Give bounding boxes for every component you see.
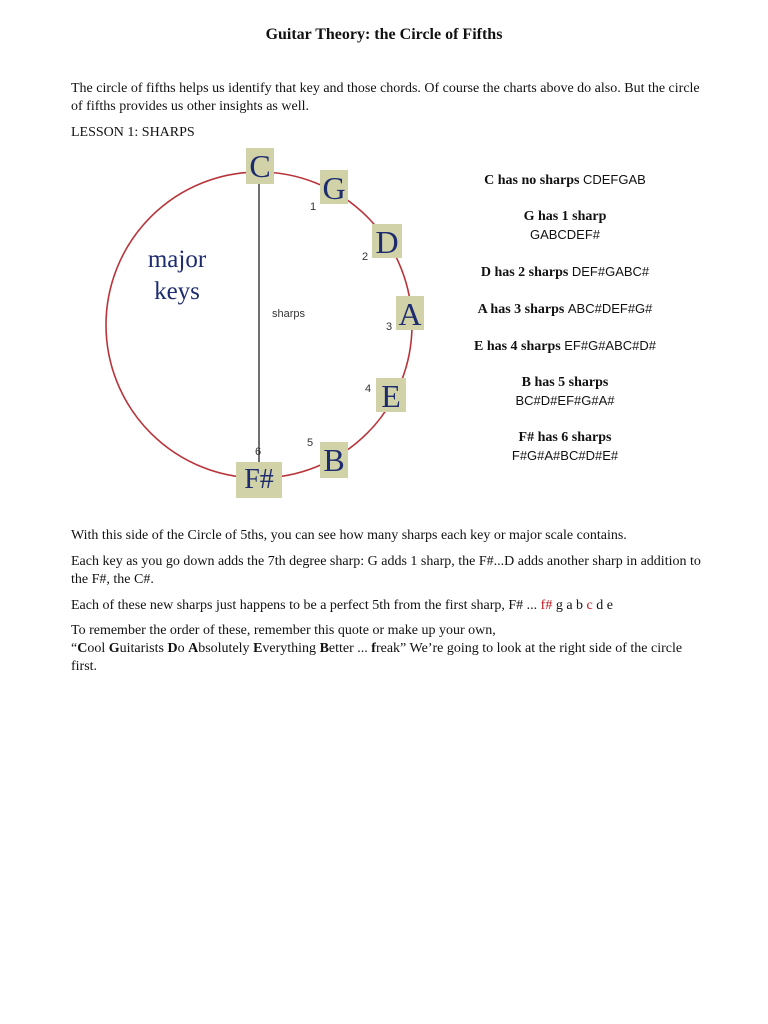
key-item-label: E has 4 sharps	[473, 339, 561, 354]
key-box-e: E	[376, 378, 406, 412]
quote-rest: bsolutely	[198, 641, 254, 656]
key-item-notes: DEF#GABC#	[571, 264, 650, 279]
sharp-count-6: 6	[255, 446, 262, 458]
quote-initial: B	[319, 641, 329, 656]
p4-intro: To remember the order of these, remember this quote or make up your own,	[71, 623, 496, 638]
key-sharps-list	[455, 171, 675, 484]
sharp-count-1: 1	[310, 201, 317, 213]
quote-open: “	[71, 641, 78, 656]
key-box-d: D	[372, 224, 402, 258]
sharp-count-2: 2	[362, 251, 369, 263]
sharps-label: sharps	[272, 308, 306, 320]
key-item-notes: GABCDEF#	[529, 227, 601, 242]
quote-initial: G	[108, 641, 120, 656]
key-box-a: A	[396, 296, 424, 330]
key-item-b	[455, 374, 675, 411]
key-item-d	[455, 263, 675, 282]
circle-of-fifths-diagram	[100, 140, 440, 510]
p3-suffix: d e	[592, 598, 613, 613]
quote-rest: verything	[262, 641, 320, 656]
key-item-label: A has 3 sharps	[477, 302, 565, 317]
quote-initial: E	[253, 641, 263, 656]
page-title: Guitar Theory: the Circle of Fifths	[265, 26, 503, 43]
keys-label: keys	[154, 278, 200, 305]
key-item-a	[455, 300, 675, 319]
key-item-notes: ABC#DEF#G#	[567, 301, 653, 316]
mnemonic-quote	[77, 641, 400, 656]
key-item-notes: F#G#A#BC#D#E#	[511, 448, 619, 463]
key-box-c: C	[246, 148, 274, 184]
sharp-count-5: 5	[307, 437, 314, 449]
p3-highlight-f-sharp: f#	[540, 598, 553, 613]
p3-prefix: Each of these new sharps just happens to be a perfect 5th from the first sharp, F# ...	[71, 598, 541, 613]
quote-initial: D	[167, 641, 178, 656]
body-paragraph-3	[71, 597, 701, 615]
key-item-label: D has 2 sharps	[480, 265, 569, 280]
quote-rest: reak	[375, 641, 401, 656]
sharp-count-3: 3	[386, 321, 393, 333]
key-box-g: G	[320, 170, 348, 204]
major-label: major	[147, 246, 207, 273]
key-item-notes: CDEFGAB	[582, 172, 646, 187]
key-item-label: G has 1 sharp	[523, 209, 607, 224]
quote-rest: etter ...	[328, 641, 372, 656]
quote-rest: o	[177, 641, 189, 656]
quote-rest: ool	[87, 641, 109, 656]
quote-initial: A	[188, 641, 199, 656]
key-item-notes: EF#G#ABC#D#	[564, 338, 657, 353]
quote-initial: f	[371, 641, 376, 656]
quote-tail: ” We’re going to look at the right side of the circle first.	[71, 641, 683, 674]
key-item-c	[455, 171, 675, 190]
key-item-label: C has no sharps	[484, 173, 580, 188]
key-item-f-sharp	[455, 429, 675, 466]
major-keys-label	[132, 244, 222, 308]
p3-highlight-c: c	[586, 598, 593, 613]
key-item-g	[455, 208, 675, 245]
key-item-label: F# has 6 sharps	[518, 430, 612, 445]
body-paragraph-1: With this side of the Circle of 5ths, you can see how many sharps each key or major scale contains.	[71, 528, 627, 543]
p3-middle: g a b	[552, 598, 587, 613]
body-paragraph-2: Each key as you go down adds the 7th degree sharp: G adds 1 sharp, the F#...D adds another sharp in addition to the F#, the C#.	[71, 554, 701, 587]
key-item-label: B has 5 sharps	[521, 375, 609, 390]
key-box-b: B	[320, 442, 348, 478]
quote-rest: uitarists	[119, 641, 168, 656]
intro-paragraph: The circle of fifths helps us identify that key and those chords. Of course the charts above do also. But the circle of fifths provides us other insights as well.	[71, 81, 700, 114]
key-item-e	[455, 337, 675, 356]
key-box-f-sharp: F#	[236, 462, 282, 498]
lesson-heading: LESSON 1: SHARPS	[71, 125, 195, 140]
body-paragraph-4	[71, 622, 701, 676]
sharp-count-4: 4	[365, 383, 372, 395]
key-item-notes: BC#D#EF#G#A#	[515, 393, 615, 408]
quote-initial: C	[77, 641, 88, 656]
